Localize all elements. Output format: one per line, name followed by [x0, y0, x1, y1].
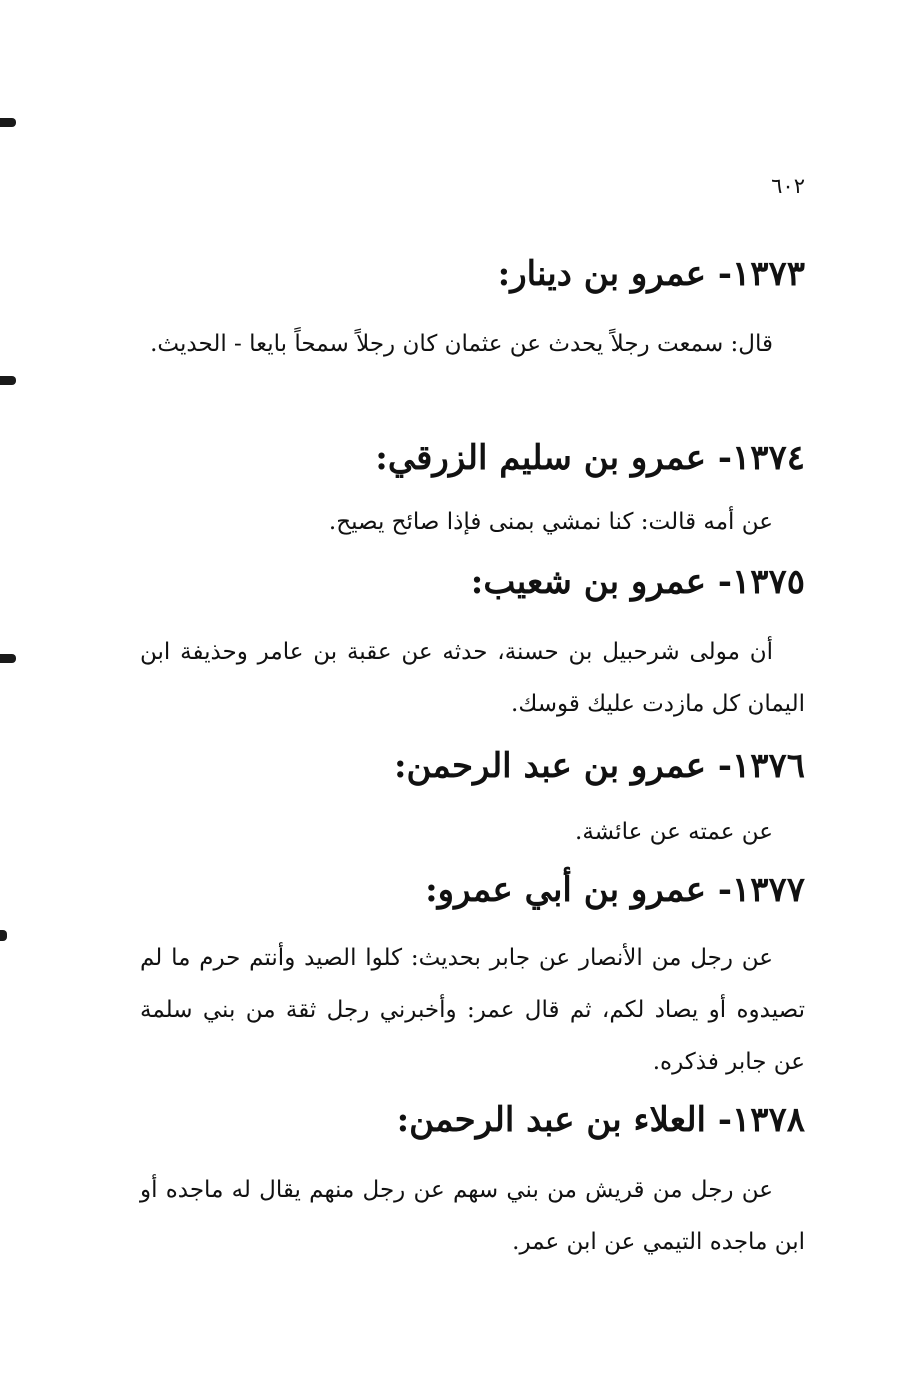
- entry-heading: ١٣٧٨- العلاء بن عبد الرحمن:: [396, 1100, 805, 1140]
- scan-edge-mark: [0, 118, 16, 127]
- entry-heading: ١٣٧٤- عمرو بن سليم الزرقي:: [375, 438, 805, 478]
- scan-edge-mark: [0, 654, 16, 663]
- scan-edge-mark: [0, 376, 16, 385]
- entry-heading: ١٣٧٥- عمرو بن شعيب:: [470, 562, 805, 602]
- entry-text: قال: سمعت رجلاً يحدث عن عثمان كان رجلاً سمحاً بايعا - الحديث.: [150, 331, 773, 357]
- page-number: ٦٠٢: [771, 174, 805, 198]
- entry-text: أن مولى شرحبيل بن حسنة، حدثه عن عقبة بن عامر وحذيفة ابن اليمان كل مازدت عليك قوسك.: [140, 639, 805, 717]
- entry-heading: ١٣٧٦- عمرو بن عبد الرحمن:: [393, 746, 805, 786]
- entry-text: عن أمه قالت: كنا نمشي بمنى فإذا صائح يصيح.: [328, 509, 773, 535]
- scan-edge-mark: [0, 930, 7, 941]
- entry-text: عن رجل من الأنصار عن جابر بحديث: كلوا الصيد وأنتم حرم ما لم تصيدوه أو يصاد لكم، ثم قال عمر: وأخبرني رجل ثقة من بني سلمة عن جابر فذكره.: [140, 945, 805, 1075]
- entry-text: عن رجل من قريش من بني سهم عن رجل منهم يقال له ماجده أو ابن ماجده التيمي عن ابن عمر.: [140, 1177, 805, 1255]
- entry-heading: ١٣٧٣- عمرو بن دينار:: [497, 254, 805, 294]
- entry-text: عن عمته عن عائشة.: [575, 819, 773, 845]
- entry-heading: ١٣٧٧- عمرو بن أبي عمرو:: [425, 870, 805, 910]
